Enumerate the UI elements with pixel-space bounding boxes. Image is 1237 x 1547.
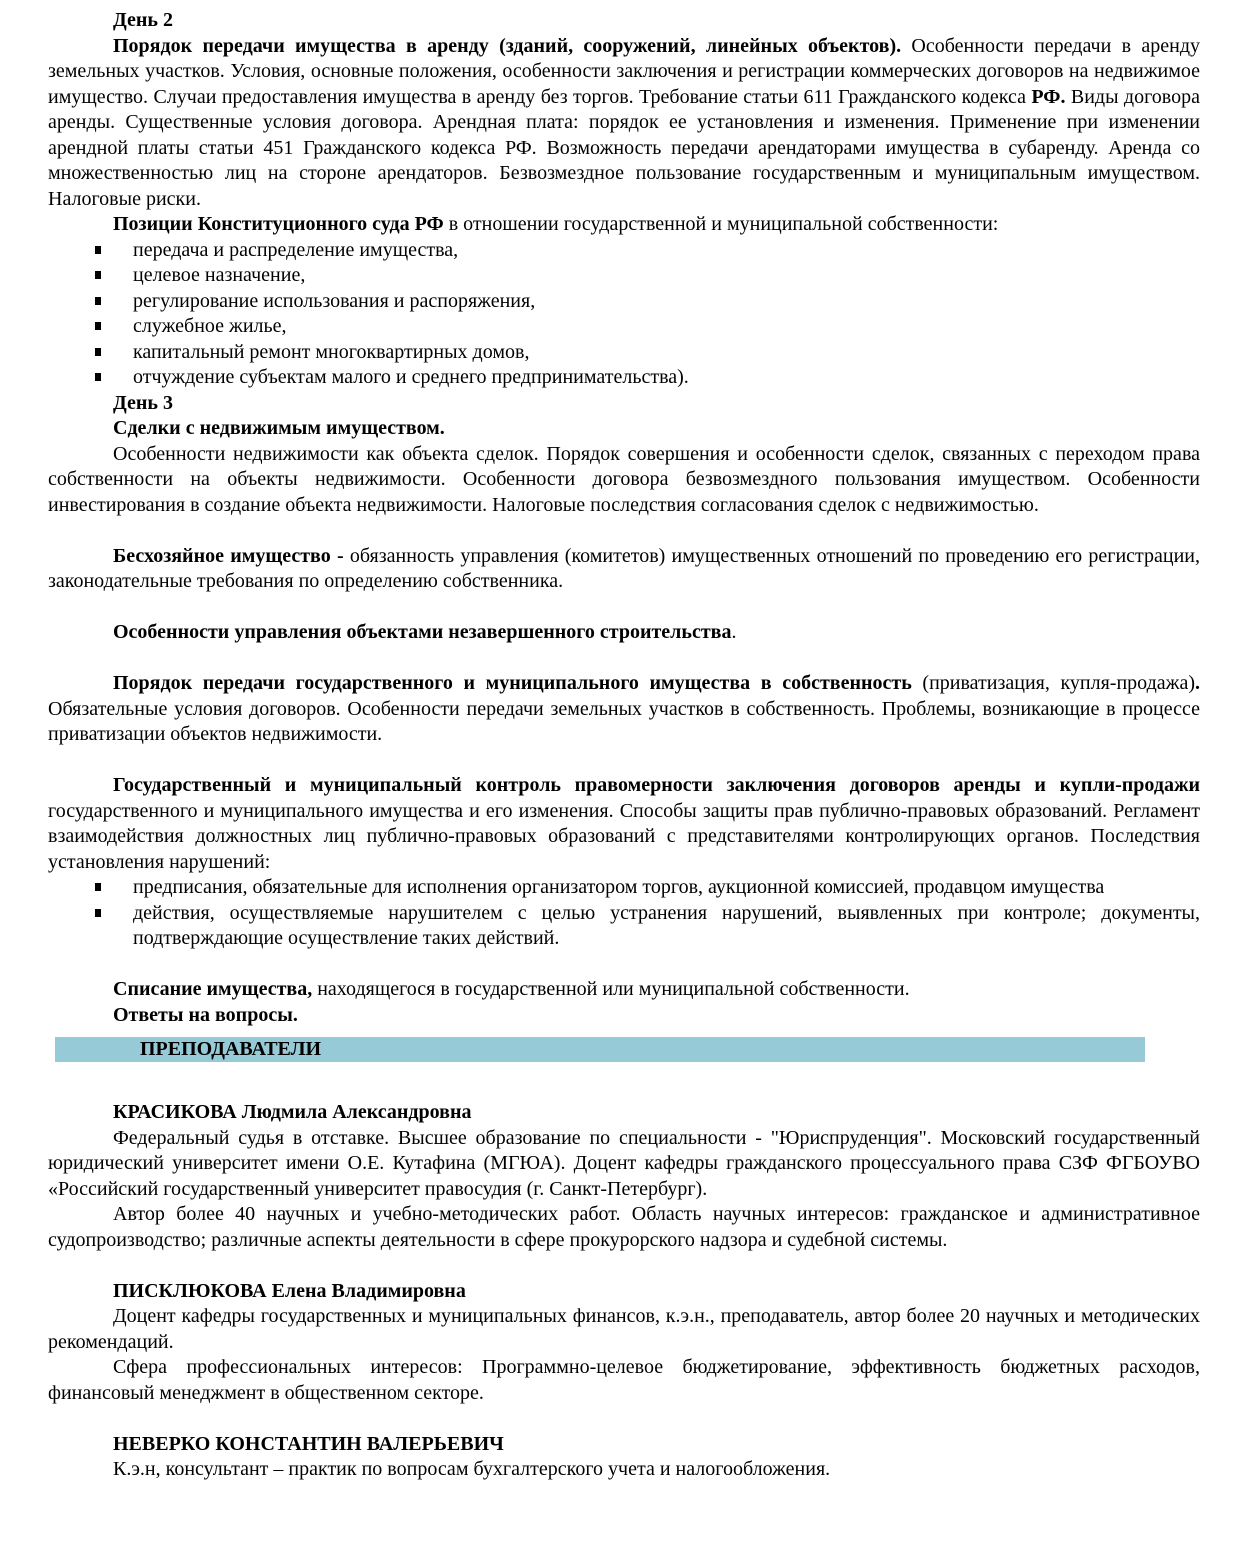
court-positions-list bbox=[48, 238, 1200, 391]
lease-terms-paragraph: Порядок передачи имущества в аренду (зданий, сооружений, линейных объектов). Особенности передачи в аренду земельных участков. Условия, основные положения, особенности заключения и регистрации коммерческих договоров на недвижимое имущество. Случаи предоставления имущества в аренду без торгов. Требование статьи 611 Гражданского кодекса РФ. Виды договора аренды. Существенные условия договора. Арендная плата: порядок ее установления и изменения. Применение при изменении арендной платы статьи 451 Гражданского кодекса РФ. Возможность передачи арендаторами имущества в субаренду. Аренда со множественностью лиц на стороне арендаторов. Безвозмездное пользование государственным и муниципальным имуществом. Налоговые риски. bbox=[48, 34, 1200, 210]
spacer bbox=[48, 1406, 1200, 1432]
real-estate-deals-paragraph: Особенности недвижимости как объекта сделок. Порядок совершения и особенности сделок, связанных с переходом права собственности на объекты недвижимости. Особенности договора безвозмездного пользования имуществом. Особенности инвестирования в создание объекта недвижимости. Налоговые последствия согласования сделок с недвижимостью. bbox=[48, 442, 1200, 516]
teacher-bio-paragraph: Федеральный судья в отставке. Высшее образование по специальности - "Юриспруденция". Московский государственный юридический университет имени О.Е. Кутафина (МГЮА). Доцент кафедры гражданского процессуального права СЗФ ФГБОУВО «Российский государственный университет правосудия (г. Санкт-Петербург). bbox=[48, 1126, 1200, 1200]
ownerless-lead-bold: Бесхозяйное имущество - bbox=[113, 544, 344, 567]
court-positions-paragraph: Позиции Конституционного суда РФ в отношении государственной и муниципальной собственности: bbox=[113, 213, 999, 235]
list-item: передача и распределение имущества, bbox=[48, 238, 1200, 264]
spacer bbox=[48, 518, 1200, 544]
spacer bbox=[48, 595, 1200, 621]
spacer bbox=[48, 646, 1200, 672]
lease-lead-bold: Порядок передачи имущества в аренду (зданий, сооружений, линейных объектов). bbox=[113, 34, 902, 57]
spacer bbox=[48, 952, 1200, 978]
list-item: отчуждение субъектам малого и среднего предпринимательства). bbox=[48, 365, 1200, 391]
ownership-transfer-paragraph: Порядок передачи государственного и муниципального имущества в собственность (приватизация, купля-продажа). Обязательные условия договоров. Особенности передачи земельных участков в собственность. Проблемы, возникающие в процессе приватизации объектов недвижимости. bbox=[48, 672, 1200, 745]
writeoff-paragraph: Списание имущества, находящегося в государственной или муниципальной собственности. bbox=[113, 978, 910, 1000]
ownerless-property-paragraph: Бесхозяйное имущество - обязанность управления (комитетов) имущественных отношений по проведению его регистрации, законодательные требования по определению собственника. bbox=[48, 544, 1200, 592]
teacher-bio-paragraph: Доцент кафедры государственных и муниципальных финансов, к.э.н., преподаватель, автор более 20 научных и методических рекомендаций. bbox=[48, 1305, 1200, 1353]
state-control-paragraph: Государственный и муниципальный контроль правомерности заключения договоров аренды и купли-продажи государственного и муниципального имущества и его изменения. Способы защиты прав публично-правовых образований. Регламент взаимодействия должностных лиц публично-правовых образований с представителями контролирующих органов. Последствия установления нарушений: bbox=[48, 774, 1200, 873]
list-item: служебное жилье, bbox=[48, 314, 1200, 340]
list-item: действия, осуществляемые нарушителем с целью устранения нарушений, выявленных при контроле; документы, подтверждающие осуществление таких действий. bbox=[48, 901, 1200, 952]
unfinished-lead-bold: Особенности управления объектами незавершенного строительства bbox=[113, 621, 732, 643]
teacher-bio-paragraph: К.э.н, консультант – практик по вопросам бухгалтерского учета и налогообложения. bbox=[113, 1458, 831, 1480]
list-item: целевое назначение, bbox=[48, 263, 1200, 289]
list-item: капитальный ремонт многоквартирных домов, bbox=[48, 340, 1200, 366]
real-estate-deals-heading: Сделки с недвижимым имуществом. bbox=[113, 417, 445, 439]
answers-heading: Ответы на вопросы. bbox=[113, 1003, 298, 1026]
teachers-section-banner bbox=[55, 1037, 1145, 1062]
teachers-banner-label: ПРЕПОДАВАТЕЛИ bbox=[140, 1038, 322, 1060]
teacher-name: КРАСИКОВА Людмила Александровна bbox=[113, 1101, 472, 1123]
spacer bbox=[48, 748, 1200, 774]
teacher-name: НЕВЕРКО КОНСТАНТИН ВАЛЕРЬЕВИЧ bbox=[113, 1432, 504, 1455]
day-3-heading bbox=[48, 391, 1200, 417]
day-2-heading bbox=[48, 8, 1200, 34]
list-item: предписания, обязательные для исполнения организатором торгов, аукционной комиссией, продавцом имущества bbox=[48, 875, 1200, 901]
unfinished-construction-paragraph: Особенности управления объектами незавершенного строительства. bbox=[113, 621, 737, 643]
day-2-heading-text: День 2 bbox=[113, 9, 173, 31]
teacher-name: ПИСКЛЮКОВА Елена Владимировна bbox=[113, 1279, 466, 1302]
state-control-lead-bold: Государственный и муниципальный контроль правомерности заключения договоров аренды и купли-продажи bbox=[113, 774, 1200, 796]
spacer bbox=[48, 1253, 1200, 1279]
court-positions-lead-bold: Позиции Конституционного суда РФ bbox=[113, 213, 444, 235]
spacer bbox=[48, 1062, 1200, 1100]
day-3-heading-text: День 3 bbox=[113, 391, 173, 414]
transfer-lead-bold: Порядок передачи государственного и муниципального имущества в собственность bbox=[113, 672, 912, 694]
teacher-bio-paragraph: Автор более 40 научных и учебно-методических работ. Область научных интересов: гражданское и административное судопроизводство; различные аспекты деятельности в сфере прокурорского надзора и судебной системы. bbox=[48, 1203, 1200, 1251]
violations-list bbox=[48, 875, 1200, 952]
writeoff-lead-bold: Списание имущества, bbox=[113, 978, 313, 1000]
teacher-bio-paragraph: Сфера профессиональных интересов: Программно-целевое бюджетирование, эффективность бюджетных расходов, финансовый менеджмент в общественном секторе. bbox=[48, 1356, 1200, 1404]
list-item: регулирование использования и распоряжения, bbox=[48, 289, 1200, 315]
